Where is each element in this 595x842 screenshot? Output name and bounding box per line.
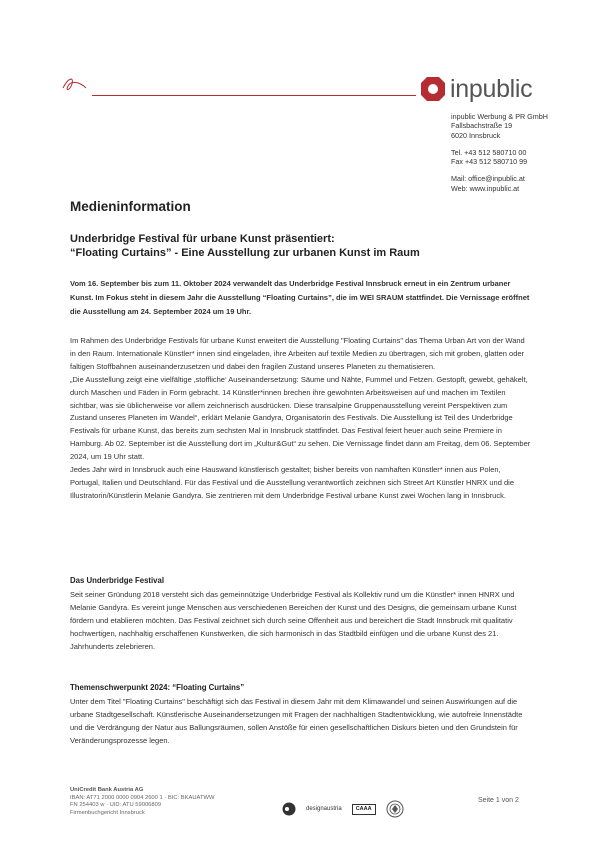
header-rule [92,95,416,96]
bank-line: FN 254403 w · UID: ATU 59006809 [70,802,162,809]
lead-paragraph: Vom 16. September bis zum 11. Oktober 2024 verwandelt das Underbridge Festival Innsbruck erneut in ein Zentrum urbaner Kunst. Im Fokus steht in diesem Jahr die Ausstellung “Floating Curtains”, die im WEI SRAUM stattfindet. Die Vernissage eröffnet die Ausstellung am 24. September 2024 um 19 Uhr. [70,279,530,316]
section-text-festival: Seit seiner Gründung 2018 versteht sich das gemeinnützige Underbridge Festival als Kollektiv rund um die Künstler* innen HNRX und Melanie Gandyra. Es vereint junge Menschen aus verschiedenen Bereichen der Kunst und des Designs, die gemeinsam urbane Kunst fördern und etablieren möchten. Das Festival zeichnet sich durch seine Offenheit aus und bereichert die Stadt Innsbruck mit qualitativ hochwertigen, nachhaltig erschaffenen Kunstwerken, die sich harmonisch in das Stadtbild einfügen und die urbane Kunst des 21. Jahrhunderts zelebrieren. [70,590,517,651]
seal-icon [386,800,404,818]
body-paragraph: Jedes Jahr wird in Innsbruck auch eine Hauswand künstlerisch gestaltet; bisher bereits von namhaften Künstler* innen aus Polen, Portugal, Italien und Deutschland. Für das Festival und die Ausstellung verantwortlich zeichnen sich Street Art Künstler HNRX und die Illustratorin/Künstlerin Melanie Gandyra. Sie zentrieren mit dem Underbridge Festival urbane Kunst zwei Wochen lang in Innsbruck. [70,465,514,500]
logo-mark-icon [420,76,446,102]
footer-bank-info [70,787,214,818]
document-title: Medieninformation [70,199,191,214]
contact-line: Fax +43 512 580710 99 [451,157,528,167]
badge-designaustria: designaustria [306,806,342,812]
contact-line: Tel. +43 512 580710 00 [451,147,527,157]
address-line: 6020 Innsbruck [451,130,501,140]
company-logo[interactable] [420,74,532,104]
web-line[interactable]: Web: www.inpublic.at [451,183,520,193]
headline-line-1: Underbridge Festival für urbane Kunst präsentiert: [70,233,335,245]
body-paragraph: „Die Ausstellung zeigt eine vielfältige ‚stoffliche‘ Auseinandersetzung: Säume und Nähte, Fummel und Fetzen. Gestopft, gewebt, gehäkelt, durch Maschen und Fäden in Form gebracht. 14 Künstler*innen brechen ihre gewohnten Arbeitsweisen auf und machen im Textilen sichtbar, was sie üblicherweise vor allem zeichnerisch ausdrücken. Diese transalpine Gruppenausstellung vereint Perspektiven zum Zustand unseres Planeten im Wandel“, erklärt Melanie Gandyra, Organisatorin des Festivals. Die Ausstellung ist Teil des Underbridge Festivals für urbane Kunst, das bereits zum sechsten Mal in Innsbruck stattfindet. Das Festival feiert heuer auch seine Premiere in Hamburg. Ab 02. September ist die Ausstellung dort im „Kultur&Gut“ zu sehen. Die Vernissage findet dann am Freitag, dem 06. September 2024, um 19 Uhr statt. [70,374,531,462]
bank-name: UniCredit Bank Austria AG [70,787,144,793]
web-line[interactable]: Mail: office@inpublic.at [451,174,525,184]
section-heading-festival: Das Underbridge Festival [70,576,165,585]
signature-mark-icon [60,72,90,98]
body-paragraph: Im Rahmen des Underbridge Festivals für urbane Kunst erweitert die Ausstellung "Floating Curtains" das Thema Urban Art von der Wand in den Raum. Internationale Künstler* innen sind eingeladen, ihre Arbeiten auf textile Medien zu übertragen, sich mit groben, glatten oder faltigen Stoffbahnen auseinanderzusetzen und dabei den fragilen Zustand unseres Planeten zu thematisieren. [70,336,525,371]
badge-caaa: CAAA [352,804,376,815]
logo-wordmark: inpublic [450,74,533,103]
body-section-main [70,335,532,503]
designaustria-logo-icon [282,802,296,816]
bank-line: IBAN: AT71 2000 0000 0904 2600 1 · BIC: BKAUATWW [70,794,215,801]
section-text-theme: Unter dem Titel "Floating Curtains" beschäftigt sich das Festival in diesem Jahr mit dem Klimawandel und seinen Auswirkungen auf die urbane Stadtgesellschaft. Künstlerische Auseinandersetzungen mit Fragen der nachhaltigen Stadtentwicklung, wie autofreie Innenstädte und die Verdrängung der Natur aus Ballungsräumen, sollen Anstöße für einen gesellschaftlichen Diskurs bieten und den Grundstein für Veränderungsprozesse legen. [70,697,523,745]
address-line: inpublic Werbung & PR GmbH [451,112,548,121]
bank-line: Firmenbuchgericht Innsbruck [70,810,145,817]
press-headline [70,232,530,260]
footer-badges [282,800,404,818]
headline-line-2: “Floating Curtains” - Eine Ausstellung zur urbanen Kunst im Raum [70,247,420,259]
section-heading-theme: Themenschwerpunkt 2024: “Floating Curtains” [70,683,245,692]
address-line: Fallsbachstraße 19 [451,121,513,131]
page-number: Seite 1 von 2 [478,797,519,804]
company-address-block [451,112,548,193]
